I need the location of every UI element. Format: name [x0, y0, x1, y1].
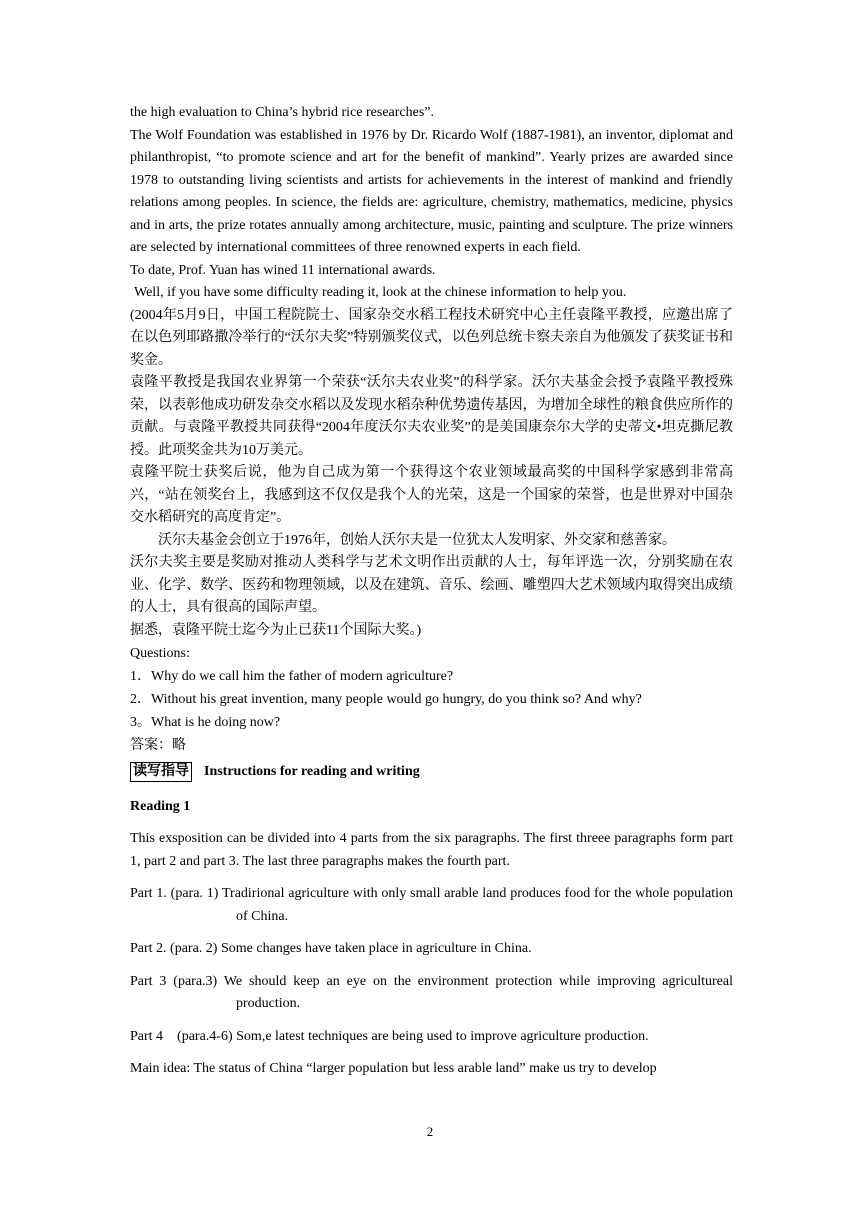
part-label: Part 2. (para. 2)	[130, 941, 221, 956]
part-label: Part 4 (para.4-6)	[130, 1028, 237, 1044]
question-item: 3。What is he doing now?	[130, 715, 281, 730]
paragraph-cn-5: 沃尔夫奖主要是奖励对推动人类科学与艺术文明作出贡献的人士，每年评选一次，分别奖励在农业、化学、数学、医药和物理领域，以及在建筑、音乐、绘画、雕塑四大艺术领域内取得突出成绩的人士，具有很高的国际声望。	[130, 555, 733, 615]
guide-title: Instructions for reading and writing	[204, 764, 420, 779]
part-text: We should keep an eye on the environment protection while improving agricultureal production.	[223, 973, 733, 1011]
reading-intro: This exsposition can be divided into 4 parts from the six paragraphs. The first threee paragraphs form part 1, part 2 and part 3. The last three paragraphs makes the fourth part.	[130, 831, 733, 869]
part-item-2	[130, 938, 733, 961]
part-label: Part 3 (para.3)	[130, 973, 224, 989]
part-text: Tradirional agriculture with only small arable land produces food for the whole population of China.	[221, 886, 734, 924]
main-idea: Main idea: The status of China “larger population but less arable land” make us try to develop	[130, 1061, 657, 1076]
paragraph-awards-count: To date, Prof. Yuan has wined 11 international awards.	[130, 262, 436, 278]
part-text: Som,e latest techniques are being used to improve agriculture production.	[236, 1028, 649, 1044]
questions-heading: Questions:	[130, 646, 190, 661]
part-item-3	[130, 971, 733, 1016]
page-number: 2	[426, 1124, 434, 1139]
question-item: 1．Why do we call him the father of modern agriculture?	[130, 669, 454, 684]
paragraph-cn-3: 袁隆平院士获奖后说，他为自己成为第一个获得这个农业领域最高奖的中国科学家感到非常高兴，“站在领奖台上，我感到这不仅仅是我个人的光荣，这是一个国家的荣誉，也是世界对中国杂交水稻研究的高度肯定”。	[130, 465, 733, 525]
guide-heading	[130, 760, 733, 784]
reading-title: Reading 1	[130, 799, 191, 814]
part-item-4	[130, 1026, 733, 1049]
part-item-1	[130, 883, 733, 928]
guide-badge: 读写指导	[130, 762, 192, 782]
question-item: 2．Without his great invention, many people would go hungry, do you think so? And why?	[130, 692, 642, 707]
paragraph-cn-6: 据悉，袁隆平院士迄今为止已获11个国际大奖。)	[130, 622, 422, 638]
paragraph-en-0: the high evaluation to China’s hybrid rice researches”.	[130, 105, 435, 120]
paragraph-cn-1: (2004年5月9日，中国工程院院士、国家杂交水稻工程技术研究中心主任袁隆平教授，应邀出席了在以色列耶路撒冷举行的“沃尔夫奖”特别颁奖仪式，以色列总统卡察夫亲自为他颁发了获奖证书和奖金。	[130, 307, 733, 368]
answer-line: 答案：略	[130, 738, 186, 753]
paragraph-reading-tip: Well, if you have some difficulty reading it, look at the chinese information to help you.	[134, 285, 627, 300]
paragraph-cn-2: 袁隆平教授是我国农业界第一个荣获“沃尔夫农业奖”的科学家。沃尔夫基金会授予袁隆平教授殊荣，以表彰他成功研发杂交水稻以及发现水稻杂种优势遗传基因，为增加全球性的粮食供应所作的贡献。与袁隆平教授共同获得“2004年度沃尔夫农业奖”的是美国康奈尔大学的史蒂文•坦克撕尼教授。此项奖金共为10万美元。	[130, 375, 733, 458]
paragraph-wolf-foundation: The Wolf Foundation was established in 1976 by Dr. Ricardo Wolf (1887-1981), an inventor, diplomat and philanthropist, “to promote science and art for the benefit of mankind”. Yearly prizes are awarded since 1978 to outstanding living scientists and artists for achievements in the interest of mankind and friendly relations among peoples. In science, the fields are: agriculture, chemistry, mathematics, medicine, physics and in arts, the prize rotates annually among architecture, music, painting and sculpture. The prize winners are selected by international committees of three renowned experts in each field.	[130, 127, 733, 255]
part-text: Some changes have taken place in agriculture in China.	[220, 941, 532, 956]
paragraph-cn-4: 沃尔夫基金会创立于1976年，创始人沃尔夫是一位犹太人发明家、外交家和慈善家。	[158, 532, 676, 548]
part-label: Part 1. (para. 1)	[130, 886, 222, 901]
document-page	[130, 102, 733, 1081]
